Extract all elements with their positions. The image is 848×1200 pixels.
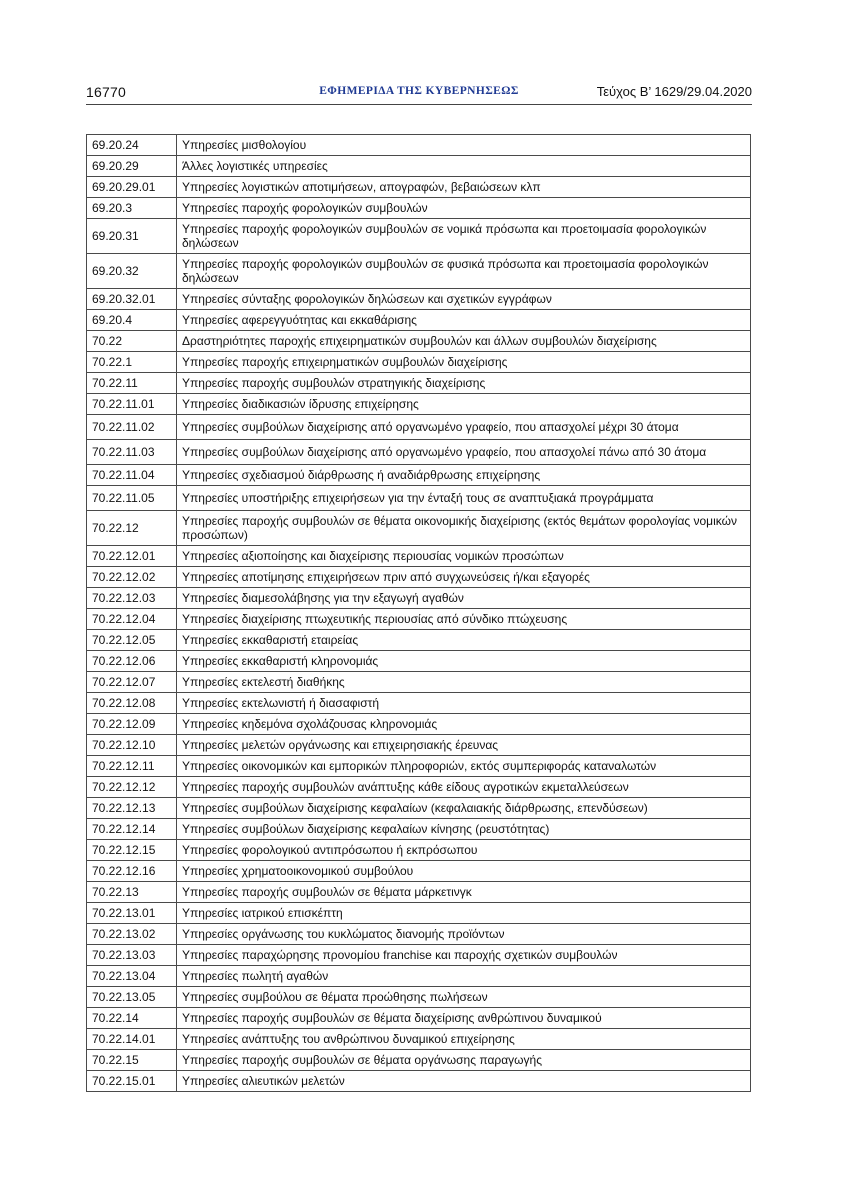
- activity-description: Υπηρεσίες παροχής συμβουλών σε θέματα οργάνωσης παραγωγής: [177, 1050, 751, 1071]
- activity-description: Υπηρεσίες χρηματοοικονομικού συμβούλου: [177, 861, 751, 882]
- activity-code: 70.22.12.01: [87, 546, 177, 567]
- activity-code: 70.22.13.02: [87, 924, 177, 945]
- activity-description: Υπηρεσίες φορολογικού αντιπρόσωπου ή εκπρόσωπου: [177, 840, 751, 861]
- table-row: [87, 987, 751, 1008]
- activity-code: 70.22.12.02: [87, 567, 177, 588]
- activity-code: 70.22.14.01: [87, 1029, 177, 1050]
- table-row: [87, 135, 751, 156]
- activity-description: Υπηρεσίες παροχής συμβουλών σε θέματα οικονομικής διαχείρισης (εκτός θεμάτων φορολογίας νομικών προσώπων): [177, 511, 751, 546]
- activity-code: 70.22.13.04: [87, 966, 177, 987]
- table-row: [87, 567, 751, 588]
- activity-code: 70.22.12.03: [87, 588, 177, 609]
- table-row: [87, 819, 751, 840]
- activity-code: 70.22.11.03: [87, 440, 177, 465]
- activity-code: 70.22.11.02: [87, 415, 177, 440]
- activity-code: 70.22.11: [87, 373, 177, 394]
- activity-description: Υπηρεσίες εκτελεστή διαθήκης: [177, 672, 751, 693]
- table-row: [87, 798, 751, 819]
- activity-code: 69.20.29: [87, 156, 177, 177]
- activity-description: Υπηρεσίες λογιστικών αποτιμήσεων, απογραφών, βεβαιώσεων κλπ: [177, 177, 751, 198]
- activity-description: Υπηρεσίες εκτελωνιστή ή διασαφιστή: [177, 693, 751, 714]
- activity-code: 70.22.12.06: [87, 651, 177, 672]
- table-row: [87, 903, 751, 924]
- activity-code: 70.22.13.01: [87, 903, 177, 924]
- activity-code: 70.22.12.08: [87, 693, 177, 714]
- activity-description: Υπηρεσίες αξιοποίησης και διαχείρισης περιουσίας νομικών προσώπων: [177, 546, 751, 567]
- table-row: [87, 254, 751, 289]
- activity-code: 70.22.14: [87, 1008, 177, 1029]
- table-row: [87, 609, 751, 630]
- activity-description: Υπηρεσίες υποστήριξης επιχειρήσεων για την ένταξή τους σε αναπτυξιακά προγράμματα: [177, 486, 751, 511]
- activity-description: Υπηρεσίες συμβούλου σε θέματα προώθησης πωλήσεων: [177, 987, 751, 1008]
- activity-description: Υπηρεσίες παροχής συμβουλών στρατηγικής διαχείρισης: [177, 373, 751, 394]
- table-row: [87, 693, 751, 714]
- table-row: [87, 588, 751, 609]
- table-row: [87, 415, 751, 440]
- activity-description: Υπηρεσίες αφερεγγυότητας και εκκαθάρισης: [177, 310, 751, 331]
- table-row: [87, 714, 751, 735]
- activity-description: Υπηρεσίες μελετών οργάνωσης και επιχειρησιακής έρευνας: [177, 735, 751, 756]
- activity-description: Υπηρεσίες παροχής φορολογικών συμβουλών σε φυσικά πρόσωπα και προετοιμασία φορολογικών δηλώσεων: [177, 254, 751, 289]
- activity-description: Υπηρεσίες παροχής φορολογικών συμβουλών: [177, 198, 751, 219]
- activity-description: Υπηρεσίες συμβούλων διαχείρισης κεφαλαίων κίνησης (ρευστότητας): [177, 819, 751, 840]
- page-header: [86, 84, 752, 106]
- activity-code: 70.22.15.01: [87, 1071, 177, 1092]
- table-row: [87, 1050, 751, 1071]
- activity-description: Υπηρεσίες συμβούλων διαχείρισης από οργανωμένο γραφείο, που απασχολεί πάνω από 30 άτομα: [177, 440, 751, 465]
- activity-code: 70.22.12.10: [87, 735, 177, 756]
- issue-reference: Τεύχος Β’ 1629/29.04.2020: [596, 84, 752, 99]
- activity-code: 70.22.12: [87, 511, 177, 546]
- activity-description: Υπηρεσίες παροχής φορολογικών συμβουλών σε νομικά πρόσωπα και προετοιμασία φορολογικών δηλώσεων: [177, 219, 751, 254]
- table-row: [87, 440, 751, 465]
- table-row: [87, 756, 751, 777]
- table-row: [87, 198, 751, 219]
- activity-description: Υπηρεσίες σχεδιασμού διάρθρωσης ή αναδιάρθρωσης επιχείρησης: [177, 465, 751, 486]
- activity-description: Υπηρεσίες οικονομικών και εμπορικών πληροφοριών, εκτός συμπεριφοράς καταναλωτών: [177, 756, 751, 777]
- table-row: [87, 1029, 751, 1050]
- table-row: [87, 331, 751, 352]
- activity-code: 70.22.13: [87, 882, 177, 903]
- table-row: [87, 373, 751, 394]
- table-row: [87, 310, 751, 331]
- gazette-title: ΕΦΗΜΕΡΙΔΑ ΤΗΣ ΚΥΒΕΡΝΗΣΕΩΣ: [319, 85, 519, 97]
- activity-code: 70.22.13.03: [87, 945, 177, 966]
- activity-description: Υπηρεσίες εκκαθαριστή κληρονομιάς: [177, 651, 751, 672]
- activity-description: Υπηρεσίες παροχής συμβουλών σε θέματα διαχείρισης ανθρώπινου δυναμικού: [177, 1008, 751, 1029]
- activity-code: 69.20.4: [87, 310, 177, 331]
- activity-code: 70.22.11.01: [87, 394, 177, 415]
- table-row: [87, 511, 751, 546]
- activity-description: Υπηρεσίες πωλητή αγαθών: [177, 966, 751, 987]
- activity-code: 69.20.32: [87, 254, 177, 289]
- activity-codes-table: [86, 134, 751, 1092]
- activity-description: Υπηρεσίες παραχώρησης προνομίου franchise και παροχής σχετικών συμβουλών: [177, 945, 751, 966]
- header-divider: [86, 104, 752, 105]
- activity-code: 70.22.11.04: [87, 465, 177, 486]
- table-row: [87, 156, 751, 177]
- activity-code: 70.22.12.07: [87, 672, 177, 693]
- table-row: [87, 289, 751, 310]
- table-row: [87, 735, 751, 756]
- activity-code: 70.22.12.12: [87, 777, 177, 798]
- activity-code: 70.22.12.05: [87, 630, 177, 651]
- activity-code: 70.22.12.14: [87, 819, 177, 840]
- table-row: [87, 486, 751, 511]
- table-row: [87, 219, 751, 254]
- activity-code: 69.20.24: [87, 135, 177, 156]
- activity-description: Υπηρεσίες ιατρικού επισκέπτη: [177, 903, 751, 924]
- activity-description: Υπηρεσίες αποτίμησης επιχειρήσεων πριν από συγχωνεύσεις ή/και εξαγορές: [177, 567, 751, 588]
- activity-code: 69.20.31: [87, 219, 177, 254]
- activity-code: 70.22.11.05: [87, 486, 177, 511]
- activity-description: Άλλες λογιστικές υπηρεσίες: [177, 156, 751, 177]
- activity-code: 70.22.12.16: [87, 861, 177, 882]
- activity-code: 70.22.1: [87, 352, 177, 373]
- table-row: [87, 924, 751, 945]
- table-row: [87, 861, 751, 882]
- activity-description: Υπηρεσίες διαχείρισης πτωχευτικής περιουσίας από σύνδικο πτώχευσης: [177, 609, 751, 630]
- activity-codes-body: [87, 135, 751, 1092]
- table-row: [87, 840, 751, 861]
- table-row: [87, 1071, 751, 1092]
- activity-code: 70.22.12.13: [87, 798, 177, 819]
- activity-code: 70.22.12.15: [87, 840, 177, 861]
- table-row: [87, 546, 751, 567]
- activity-code: 70.22.12.11: [87, 756, 177, 777]
- activity-description: Υπηρεσίες διαμεσολάβησης για την εξαγωγή αγαθών: [177, 588, 751, 609]
- activity-code: 69.20.32.01: [87, 289, 177, 310]
- page-number: 16770: [86, 84, 126, 100]
- activity-description: Υπηρεσίες συμβούλων διαχείρισης κεφαλαίων (κεφαλαιακής διάρθρωσης, επενδύσεων): [177, 798, 751, 819]
- activity-code: 70.22.12.04: [87, 609, 177, 630]
- activity-code: 70.22: [87, 331, 177, 352]
- table-row: [87, 1008, 751, 1029]
- activity-code: 70.22.13.05: [87, 987, 177, 1008]
- activity-code: 69.20.29.01: [87, 177, 177, 198]
- activity-description: Υπηρεσίες εκκαθαριστή εταιρείας: [177, 630, 751, 651]
- table-row: [87, 966, 751, 987]
- activity-code: 70.22.12.09: [87, 714, 177, 735]
- table-row: [87, 465, 751, 486]
- table-row: [87, 882, 751, 903]
- activity-description: Υπηρεσίες συμβούλων διαχείρισης από οργανωμένο γραφείο, που απασχολεί μέχρι 30 άτομα: [177, 415, 751, 440]
- table-row: [87, 777, 751, 798]
- activity-description: Υπηρεσίες οργάνωσης του κυκλώματος διανομής προϊόντων: [177, 924, 751, 945]
- activity-description: Υπηρεσίες σύνταξης φορολογικών δηλώσεων και σχετικών εγγράφων: [177, 289, 751, 310]
- table-row: [87, 945, 751, 966]
- table-row: [87, 394, 751, 415]
- table-row: [87, 177, 751, 198]
- activity-description: Υπηρεσίες παροχής συμβουλών σε θέματα μάρκετινγκ: [177, 882, 751, 903]
- activity-code: 70.22.15: [87, 1050, 177, 1071]
- activity-description: Υπηρεσίες διαδικασιών ίδρυσης επιχείρησης: [177, 394, 751, 415]
- activity-description: Υπηρεσίες παροχής συμβουλών ανάπτυξης κάθε είδους αγροτικών εκμεταλλεύσεων: [177, 777, 751, 798]
- table-row: [87, 630, 751, 651]
- activity-description: Υπηρεσίες κηδεμόνα σχολάζουσας κληρονομιάς: [177, 714, 751, 735]
- table-row: [87, 352, 751, 373]
- activity-description: Υπηρεσίες παροχής επιχειρηματικών συμβουλών διαχείρισης: [177, 352, 751, 373]
- activity-description: Υπηρεσίες ανάπτυξης του ανθρώπινου δυναμικού επιχείρησης: [177, 1029, 751, 1050]
- table-row: [87, 672, 751, 693]
- table-row: [87, 651, 751, 672]
- activity-description: Υπηρεσίες αλιευτικών μελετών: [177, 1071, 751, 1092]
- activity-description: Δραστηριότητες παροχής επιχειρηματικών συμβουλών και άλλων συμβουλών διαχείρισης: [177, 331, 751, 352]
- activity-code: 69.20.3: [87, 198, 177, 219]
- activity-description: Υπηρεσίες μισθολογίου: [177, 135, 751, 156]
